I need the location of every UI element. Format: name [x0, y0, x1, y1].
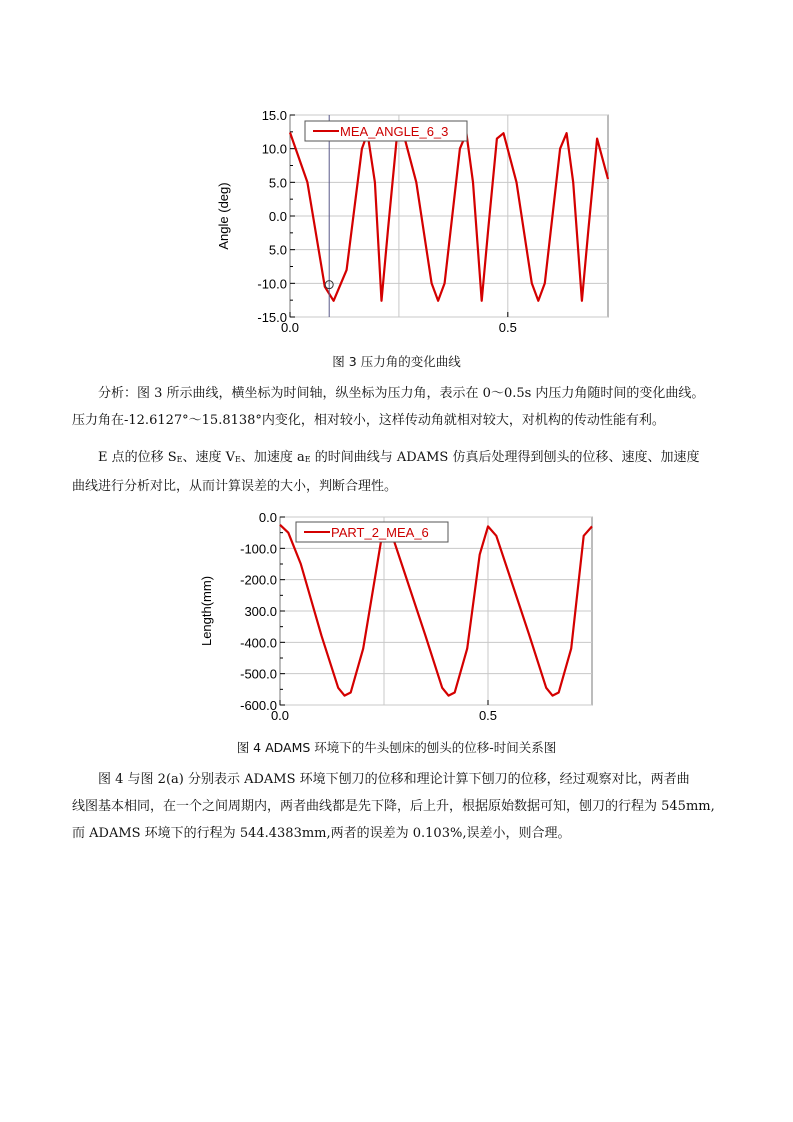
fig4-ylabel: Length(mm) [199, 575, 214, 647]
conclusion-paragraph [72, 766, 722, 847]
subscript: E [176, 455, 183, 464]
fig3-ytick-label: 10.0 [261, 141, 287, 157]
conclusion-line-2: 线图基本相同，在一个之间周期内，两者曲线都是先下降，后上升，根据原始数据可知，刨刀的行程为 545mm, [72, 799, 715, 814]
fig4-ytick-label: 300.0 [244, 604, 277, 619]
subscript: E [235, 455, 241, 464]
figure-3-caption: 图 3 压力角的变化曲线 [332, 354, 461, 369]
figure-3-svg [200, 100, 620, 340]
text-segment: 、速度 V [182, 450, 236, 465]
conclusion-line-3: 而 ADAMS 环境下的行程为 544.4383mm,两者的误差为 0.103%,误差小，则合理。 [72, 826, 571, 841]
text-segment: 的时间曲线与 ADAMS 仿真后处理得到刨头的位移、速度、加速度 [310, 450, 700, 465]
conclusion-line-1: 图 4 与图 2(a) 分别表示 ADAMS 环境下刨刀的位移和理论计算下刨刀的位移，经过观察对比，两者曲 [98, 772, 690, 787]
analysis-line-1: 分析：图 3 所示曲线，横坐标为时间轴，纵坐标为压力角，表示在 0～0.5s 内压力角随时间的变化曲线。 [98, 386, 705, 401]
comparison-line-2: 曲线进行分析对比，从而计算误差的大小，判断合理性。 [72, 479, 398, 494]
fig3-legend-label: MEA_ANGLE_6_3 [340, 124, 449, 139]
fig3-ytick-label: 5.0 [268, 242, 287, 258]
fig4-legend-label: PART_2_MEA_6 [331, 525, 429, 540]
text-segment: E 点的位移 S [98, 450, 177, 465]
fig3-ylabel: Angle (deg) [216, 182, 231, 250]
fig3-ytick-label: -10.0 [257, 276, 287, 292]
fig4-xtick-label: 0.5 [478, 708, 498, 723]
fig4-legend [296, 522, 448, 542]
fig4-ytick-label: -400.0 [240, 635, 277, 651]
fig4-ytick-label: -500.0 [240, 666, 277, 682]
analysis-paragraph [72, 380, 722, 434]
text-segment: 、加速度 a [240, 450, 305, 465]
subscript: E [304, 455, 311, 464]
figure-4-chart [195, 505, 605, 727]
fig3-xtick-label: 0.0 [280, 320, 300, 335]
figure-3-chart [200, 100, 620, 340]
fig3-ytick-label: 15.0 [261, 108, 287, 123]
figure-4-svg [195, 505, 605, 727]
fig3-ytick-label: 0.0 [268, 209, 287, 224]
fig4-ytick-label: 0.0 [258, 510, 277, 525]
fig4-ytick-label: -100.0 [240, 541, 277, 557]
comparison-paragraph [72, 444, 722, 500]
figure-4-caption: 图 4 ADAMS 环境下的牛头刨床的刨头的位移-时间关系图 [236, 740, 557, 755]
fig4-xtick-label: 0.0 [270, 708, 290, 723]
fig4-ytick-label: -200.0 [240, 572, 277, 588]
analysis-line-2: 压力角在-12.6127°～15.8138°内变化，相对较小，这样传动角就相对较大，对机构的传动性能有利。 [72, 413, 665, 428]
fig3-ytick-label: -15.0 [257, 310, 287, 325]
fig3-xtick-label: 0.5 [498, 320, 517, 335]
fig4-ytick-label: -600.0 [240, 698, 277, 713]
fig3-legend [305, 121, 467, 141]
fig3-ytick-label: 5.0 [268, 175, 287, 191]
comparison-line-1 [72, 444, 722, 473]
